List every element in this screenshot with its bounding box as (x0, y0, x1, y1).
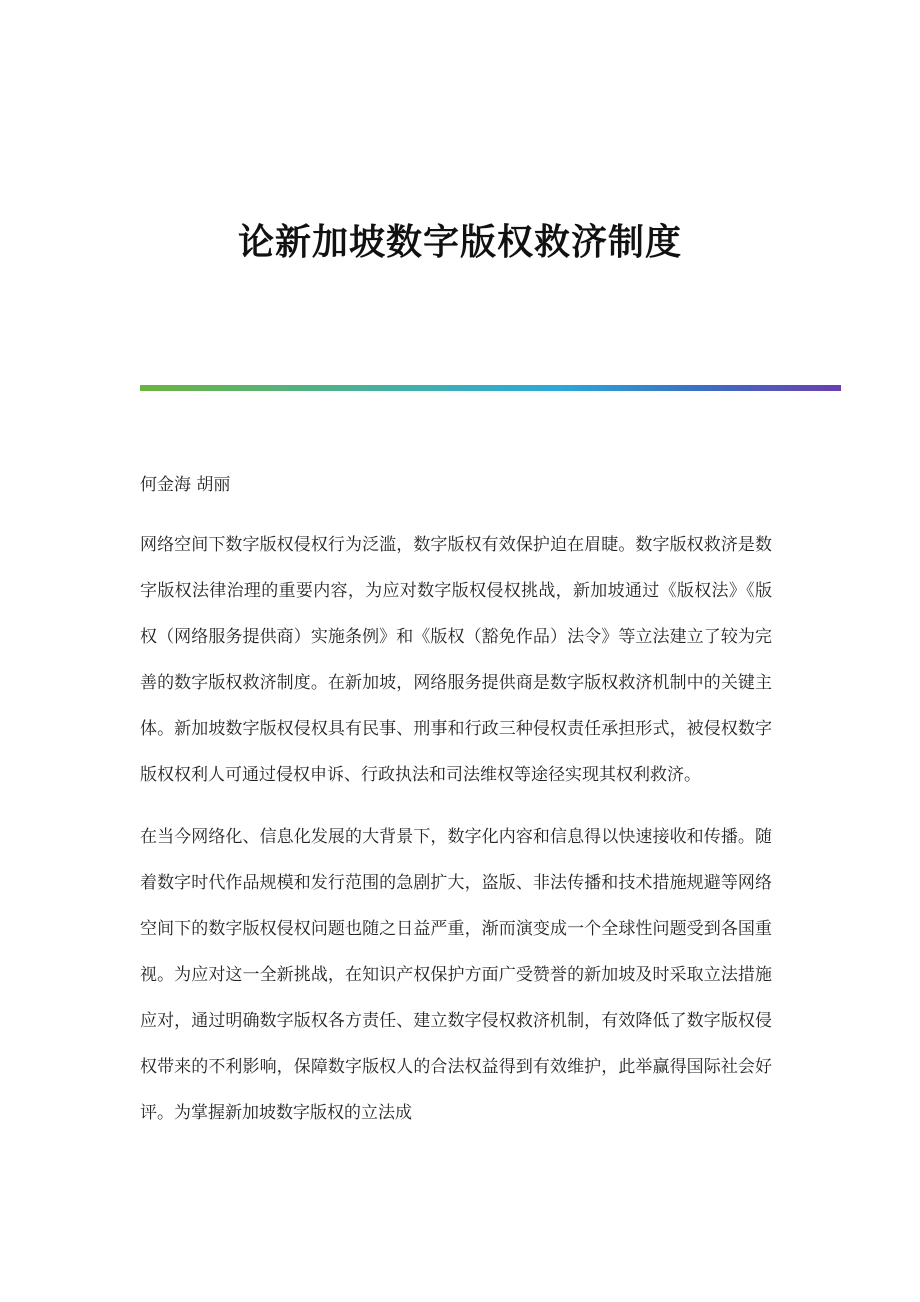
intro-paragraph: 在当今网络化、信息化发展的大背景下，数字化内容和信息得以快速接收和传播。随着数字时代作品规模和发行范围的急剧扩大，盗版、非法传播和技术措施规避等网络空间下的数字版权侵权问题也随之日益严重，渐而演变成一个全球性问题受到各国重视。为应对这一全新挑战，在知识产权保护方面广受赞誉的新加坡及时采取立法措施应对，通过明确数字版权各方责任、建立数字侵权救济机制，有效降低了数字版权侵权带来的不利影响，保障数字版权人的合法权益得到有效维护，此举赢得国际社会好评。为掌握新加坡数字版权的立法成 (140, 827, 772, 1123)
document-body (140, 522, 772, 1152)
document-title: 论新加坡数字版权救济制度 (237, 221, 682, 263)
title-divider (140, 385, 841, 391)
abstract-paragraph: 网络空间下数字版权侵权行为泛滥，数字版权有效保护迫在眉睫。数字版权救济是数字版权法律治理的重要内容，为应对数字版权侵权挑战，新加坡通过《版权法》《版权（网络服务提供商）实施条例》和《版权（豁免作品）法令》等立法建立了较为完善的数字版权救济制度。在新加坡，网络服务提供商是数字版权救济机制中的关键主体。新加坡数字版权侵权具有民事、刑事和行政三种侵权责任承担形式，被侵权数字版权权利人可通过侵权申诉、行政执法和司法维权等途径实现其权利救济。 (140, 535, 772, 785)
authors: 何金海 胡丽 (140, 475, 231, 495)
